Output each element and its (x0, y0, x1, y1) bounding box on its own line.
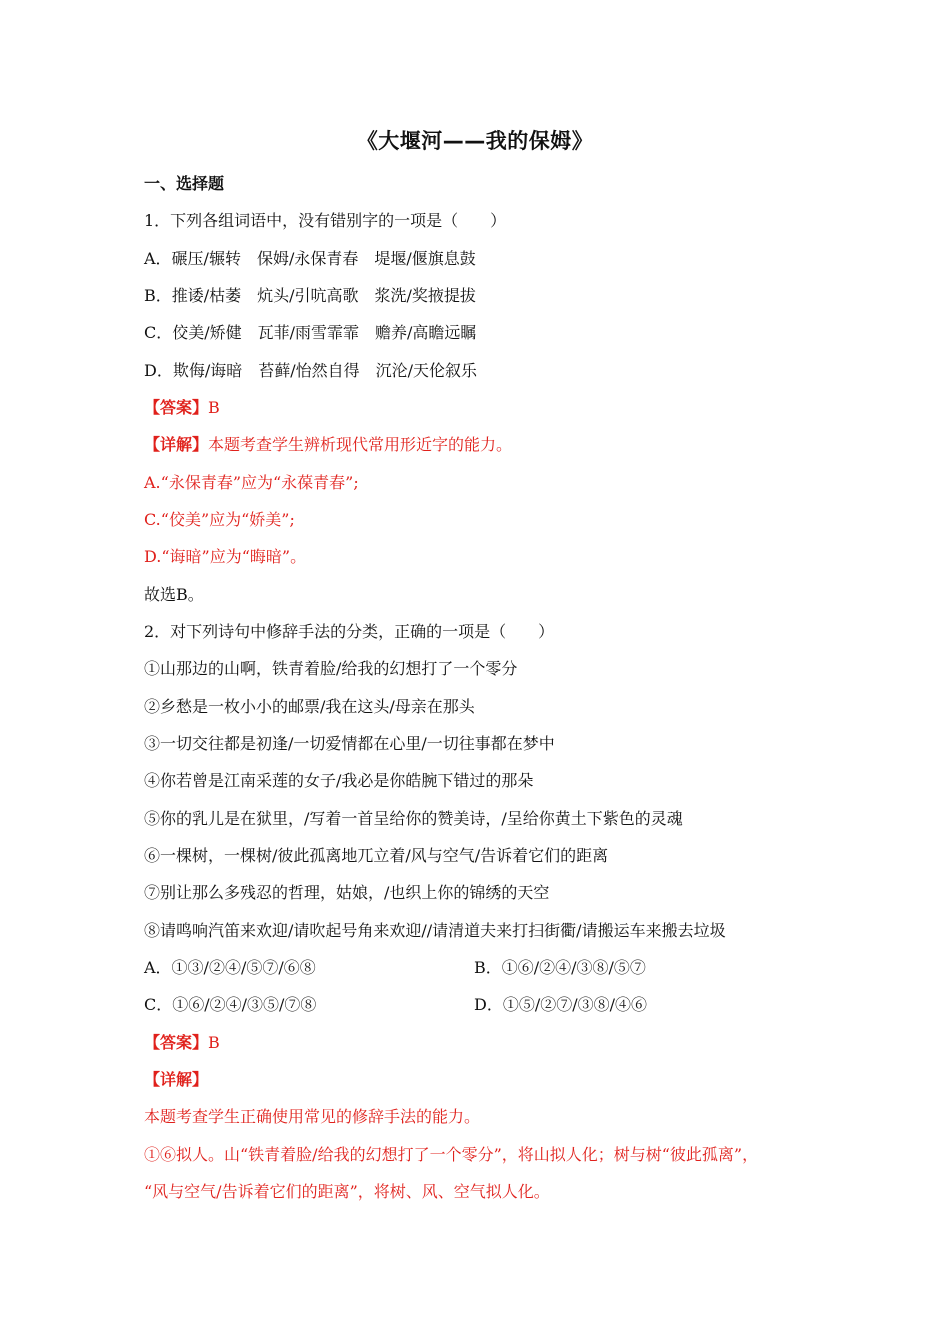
question-2-explain-line: 本题考查学生正确使用常见的修辞手法的能力。 (144, 1107, 481, 1126)
section-heading: 一、选择题 (144, 174, 225, 193)
poem-line: ①山那边的山啊，铁青着脸/给我的幻想打了一个零分 (144, 659, 518, 678)
question-1-stem: 1．下列各组词语中，没有错别字的一项是（ ） (144, 211, 507, 230)
poem-line: ⑥一棵树，一棵树/彼此孤离地兀立着/风与空气/告诉着它们的距离 (144, 846, 609, 865)
question-2-option-d: D．①⑤/②⑦/③⑧/④⑥ (474, 995, 648, 1014)
question-1-explain-line: D.“诲暗”应为“晦暗”。 (144, 547, 307, 566)
question-2-explain-label: 【详解】 (144, 1070, 209, 1089)
answer-value: B (208, 398, 220, 417)
question-1-option-a: A．碾压/辗转 保姆/永保青春 堤堰/偃旗息鼓 (144, 249, 476, 268)
poem-line: ②乡愁是一枚小小的邮票/我在这头/母亲在那头 (144, 697, 475, 716)
question-2-explain-line: “风与空气/告诉着它们的距离”，将树、风、空气拟人化。 (144, 1182, 550, 1201)
poem-line: ⑤你的乳儿是在狱里，/写着一首呈给你的赞美诗，/呈给你黄土下紫色的灵魂 (144, 809, 683, 828)
poem-line: ⑦别让那么多残忍的哲理，姑娘，/也织上你的锦绣的天空 (144, 883, 550, 902)
question-2-option-a: A．①③/②④/⑤⑦/⑥⑧ (144, 958, 316, 977)
poem-line: ③一切交往都是初逢/一切爱情都在心里/一切往事都在梦中 (144, 734, 555, 753)
poem-line: ④你若曾是江南采莲的女子/我必是你皓腕下错过的那朵 (144, 771, 534, 790)
explain-text: 本题考查学生辨析现代常用形近字的能力。 (208, 435, 513, 454)
question-2-option-b: B．①⑥/②④/③⑧/⑤⑦ (474, 958, 646, 977)
question-1-option-d: D．欺侮/诲暗 苔藓/怡然自得 沉沦/天伦叙乐 (144, 361, 478, 380)
explain-label: 【详解】 (144, 435, 209, 454)
question-1-explain-line: A.“永保青春”应为“永葆青春”; (144, 473, 359, 492)
question-2-option-c: C．①⑥/②④/③⑤/⑦⑧ (144, 995, 317, 1014)
question-2-explain-line: ①⑥拟人。山“铁青着脸/给我的幻想打了一个零分”，将山拟人化；树与树“彼此孤离”， (144, 1145, 759, 1164)
answer-label: 【答案】 (144, 398, 209, 417)
question-1-conclusion: 故选B。 (144, 585, 204, 604)
question-1-option-c: C．佼美/矫健 瓦菲/雨雪霏霏 赡养/高瞻远瞩 (144, 323, 477, 342)
answer-value: B (208, 1033, 220, 1052)
question-1-option-b: B．推诿/枯萎 炕头/引吭高歌 浆洗/奖掖提拔 (144, 286, 476, 305)
question-1-explanation (144, 434, 512, 456)
poem-line: ⑧请鸣响汽笛来欢迎/请吹起号角来欢迎//请清道夫来打扫街衢/请搬运车来搬去垃圾 (144, 921, 726, 940)
document-title: 《大堰河——我的保姆》 (356, 129, 594, 153)
answer-label: 【答案】 (144, 1033, 209, 1052)
question-1-answer (144, 397, 220, 419)
question-2-stem: 2．对下列诗句中修辞手法的分类，正确的一项是（ ） (144, 622, 555, 641)
question-2-answer (144, 1032, 220, 1054)
question-1-explain-line: C.“佼美”应为“娇美”; (144, 510, 295, 529)
